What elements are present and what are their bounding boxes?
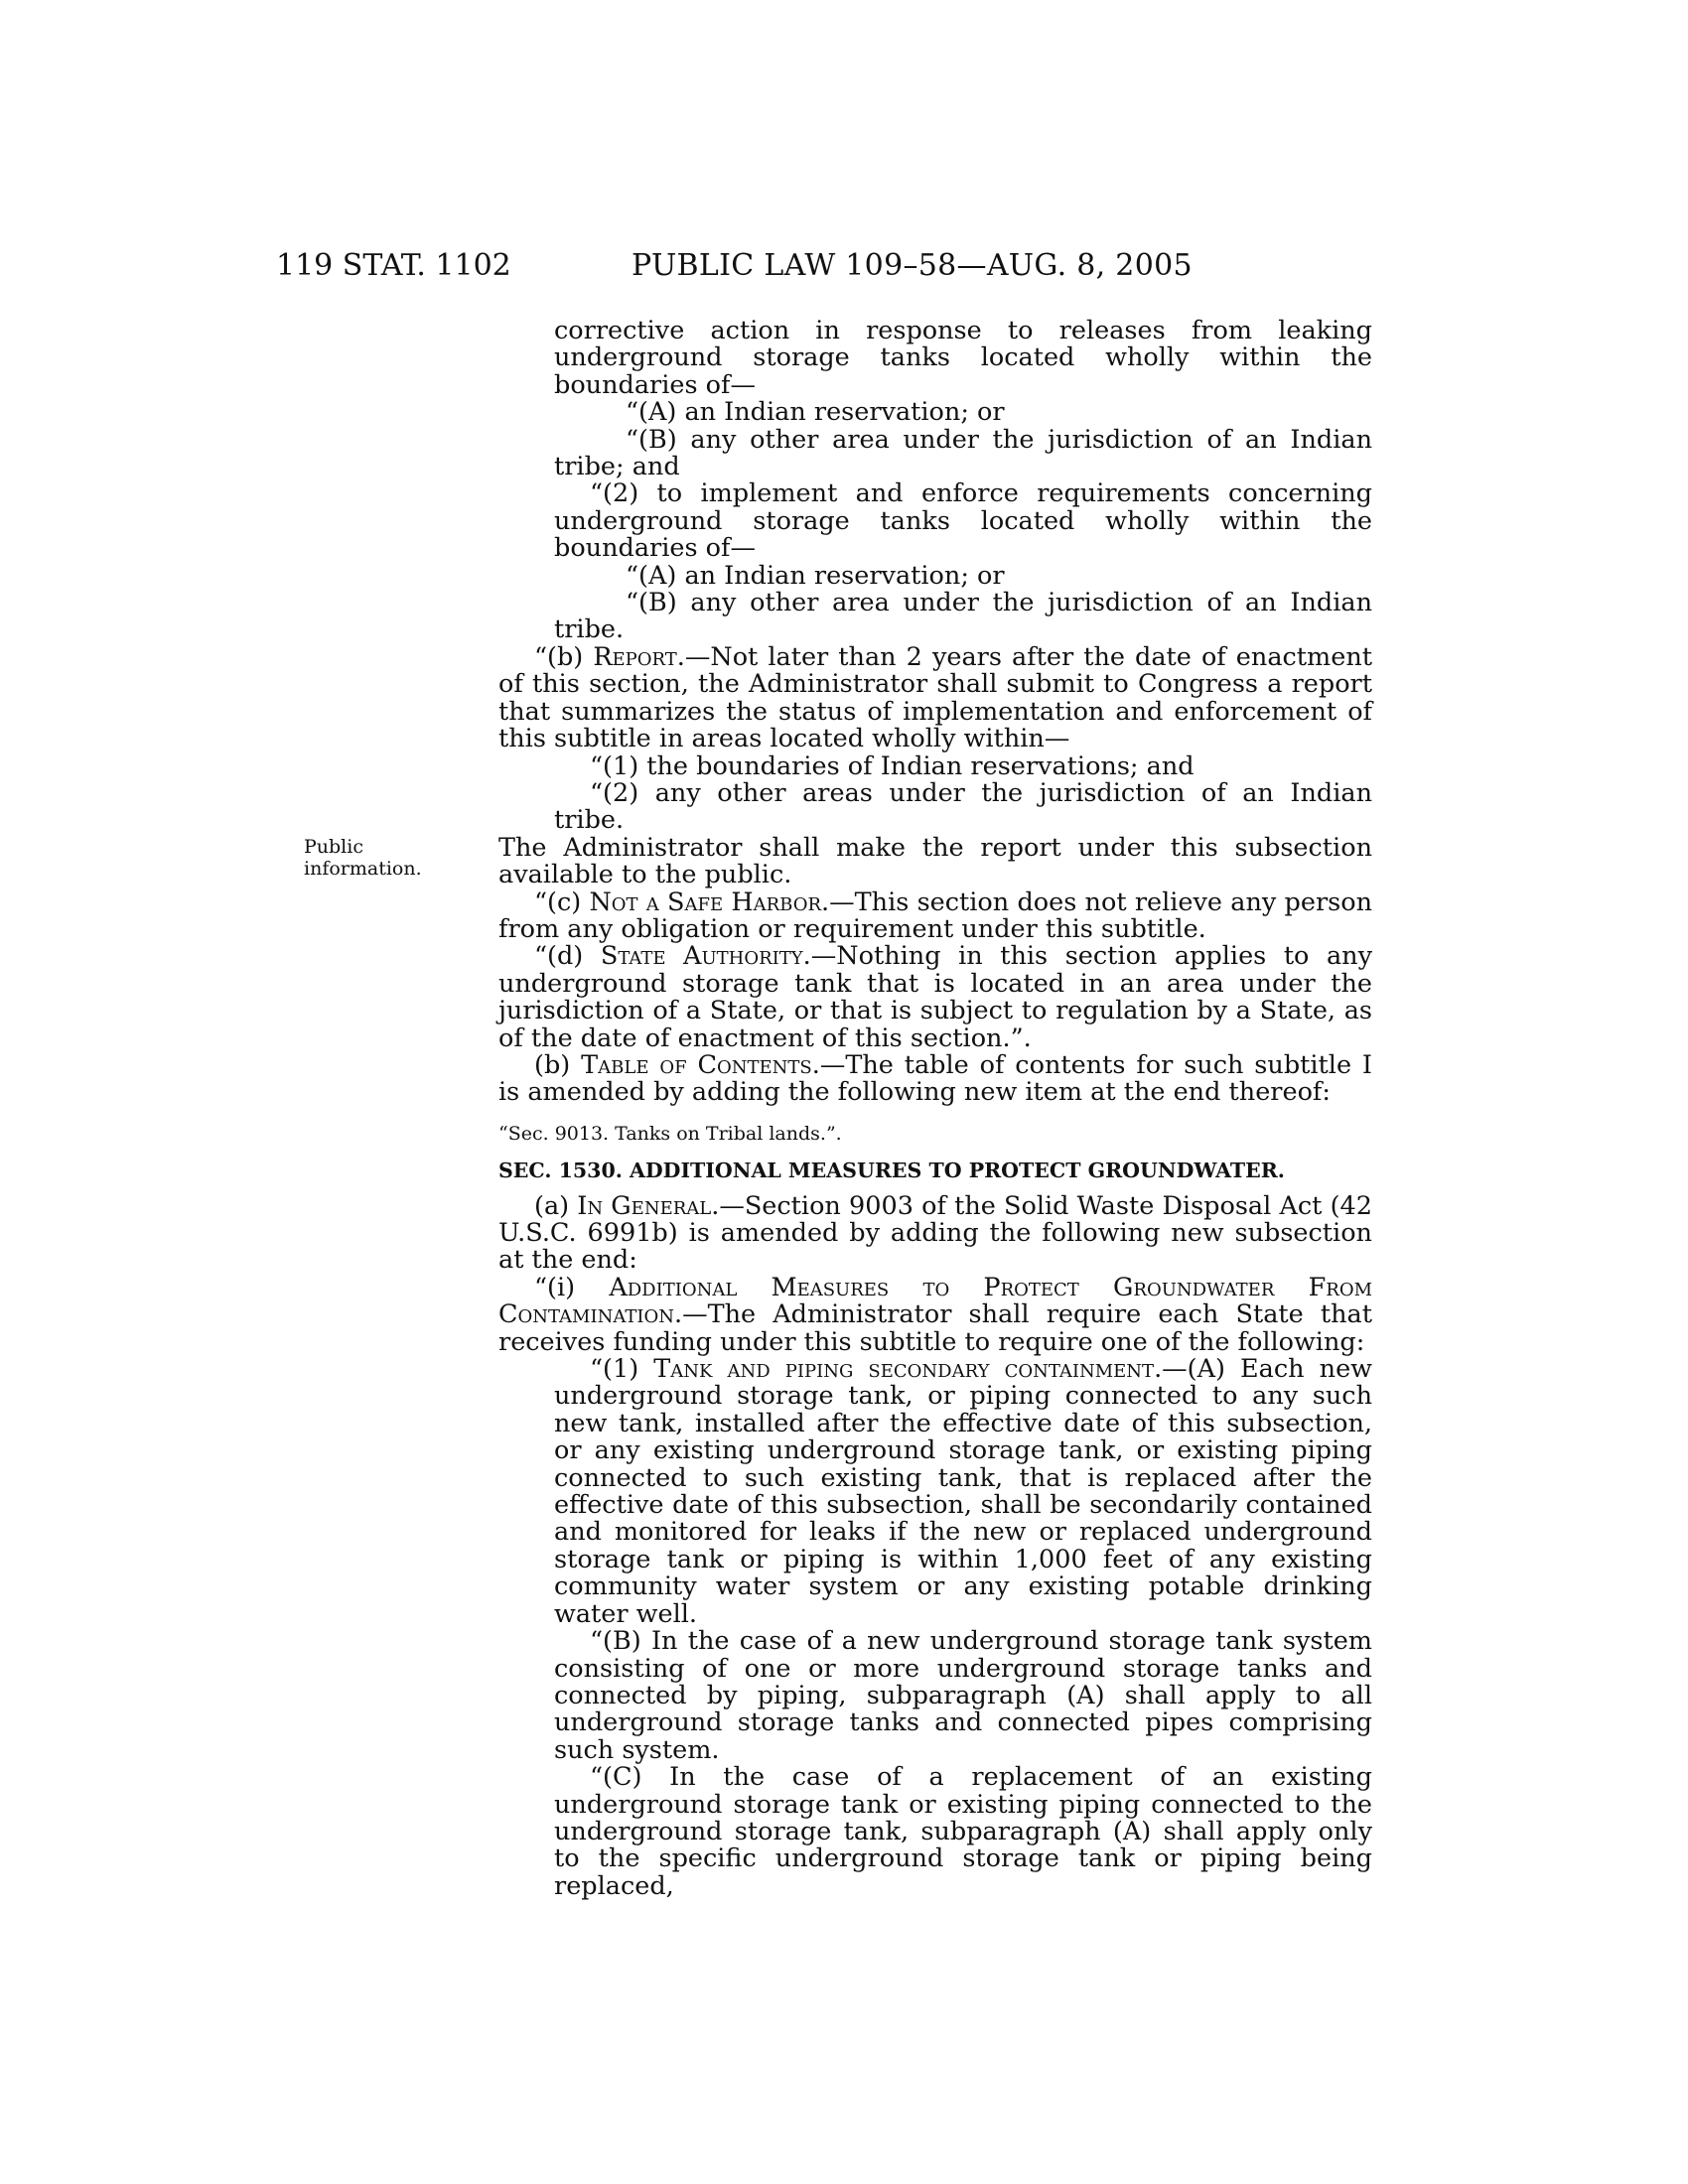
subsection-text: .—Section 9003 of the Solid Waste Disposal Act (42 U.S.C. 6991b) is amended by adding the following new subsection at the end: (498, 1190, 1372, 1276)
subsection-heading: Table of Contents (581, 1049, 812, 1080)
paragraph: corrective action in response to releases from leaking underground storage tanks located wholly within the boundaries of— (554, 316, 1372, 400)
paragraph: “(A) an Indian reservation; or (626, 397, 1005, 428)
subsection-number: “(d) (534, 941, 584, 972)
paragraph: “(2) to implement and enforce requirements concerning underground storage tanks located wholly within the boundaries of— (554, 478, 1372, 564)
paragraph: “(2) any other areas under the jurisdiction of an Indian tribe. (554, 777, 1372, 836)
subsection-text: .—The table of contents for such subtitle I is amended by adding the following new item at the end thereof: (498, 1049, 1372, 1108)
subsection-text: .—Not later than 2 years after the date of enactment of this section, the Administrator shall submit to Congress a report that summarizes the status of implementation and enforcement of this subtitle in areas located wholly within— (498, 641, 1372, 754)
toc-item: “Sec. 9013. Tanks on Tribal lands.”. (498, 1122, 842, 1145)
text-column (498, 318, 1372, 1900)
subsection-text: .—This section does not relieve any person from any obligation or requirement under this subtitle. (498, 887, 1372, 944)
running-head: PUBLIC LAW 109–58—AUG. 8, 2005 (632, 248, 1193, 283)
margin-note (304, 836, 422, 880)
subsection-c (498, 889, 1372, 944)
page-header (0, 248, 1688, 288)
subsection-number: (a) (534, 1190, 570, 1221)
subsection-number: “(i) (534, 1272, 576, 1302)
subsection-text: .—Nothing in this section applies to any underground storage tank that is located in an area under the jurisdiction of a State, or that is subject to regulation by a State, as of the date of enactment of this section.”. (498, 941, 1373, 1053)
statute-reference: 119 STAT. 1102 (276, 248, 511, 283)
paragraph: “(B) any other area under the jurisdiction of an Indian tribe; and (554, 424, 1372, 482)
subsection-heading: Not a Safe Harbor (589, 887, 822, 917)
paragraph: “(B) any other area under the jurisdiction of an Indian tribe. (554, 588, 1372, 645)
margin-note-line1: Public (304, 836, 363, 858)
subsection-b-report (498, 641, 1372, 754)
subsection-number: “(b) (534, 641, 584, 672)
paragraph-number: “(1) (590, 1354, 639, 1385)
subsection-number: “(c) (534, 887, 582, 917)
paragraph: “(1) the boundaries of Indian reservations; and (590, 751, 1195, 781)
subparagraph-b: “(B) In the case of a new underground storage tank system consisting of one or more underground storage tanks and connected by piping, subparagraph (A) shall apply to all underground storage tanks and connected pipes comprising such system. (554, 1626, 1372, 1765)
paragraph: The Administrator shall make the report under this subsection available to the public. (498, 832, 1372, 890)
margin-note-line2: information. (304, 858, 422, 880)
paragraph-text: .—(A) Each new underground storage tank, or piping connected to any such new tank, installed after the effective date of this subsection, or any existing underground storage tank, or existing piping connected to such existing tank, that is replaced after the effective date of this subsection, shall be secondarily contained and monitored for leaks if the new or replaced underground storage tank or piping is within 1,000 feet of any existing community water system or any existing potable drinking water well. (554, 1354, 1372, 1629)
subsection-heading: Report (593, 641, 677, 672)
subsection-a (498, 1190, 1372, 1276)
table-of-contents-amendment (498, 1049, 1372, 1108)
subsection-number: (b) (534, 1049, 571, 1080)
subsection-heading: State Authority (600, 941, 803, 972)
subsection-text: .—The Administrator shall require each State that receives funding under this subtitle to require one of the following: (498, 1299, 1372, 1357)
paragraph-heading: Tank and piping secondary containment (653, 1354, 1155, 1385)
subsection-heading: Additional Measures to Protect Groundwater From Contamination (498, 1272, 1373, 1330)
section-heading: SEC. 1530. ADDITIONAL MEASURES TO PROTECT GROUNDWATER. (498, 1159, 1285, 1183)
paragraph: “(A) an Indian reservation; or (626, 560, 1005, 591)
subsection-i (498, 1272, 1373, 1357)
subsection-d (498, 943, 1372, 1052)
subsection-heading: In General (577, 1190, 712, 1221)
paragraph-1 (498, 1356, 1372, 1628)
subparagraph-c: “(C) In the case of a replacement of an existing underground storage tank or existing piping connected to the underground storage tank, subparagraph (A) shall apply only to the specific underground storage tank or piping being replaced, (554, 1762, 1372, 1901)
